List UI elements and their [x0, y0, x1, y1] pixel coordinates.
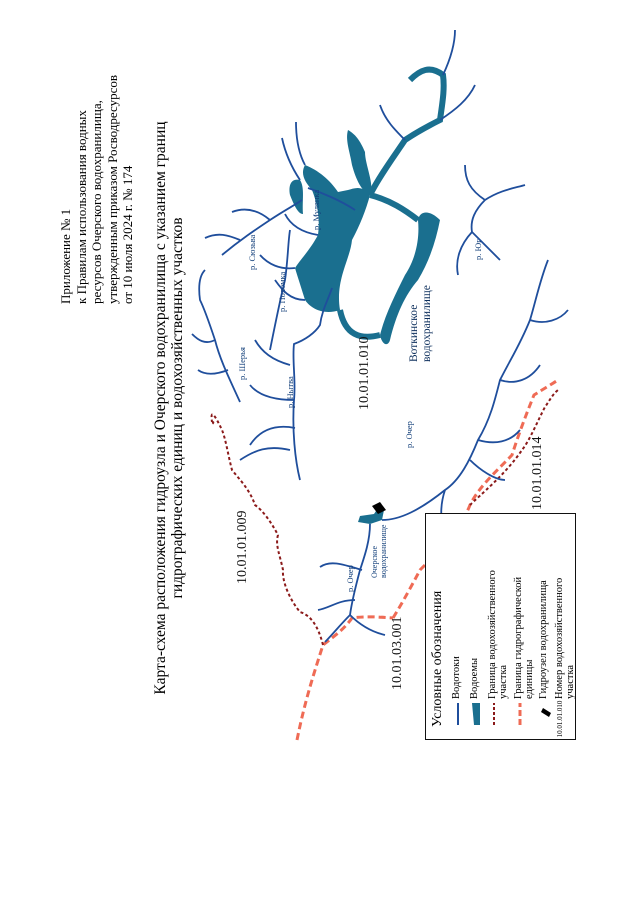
legend-area-code-sample: 10.01.01.010: [556, 700, 564, 738]
legend-text-line: участка: [565, 664, 576, 699]
legend-text: [554, 578, 576, 699]
river-label-polomka: р. Поломка: [277, 271, 287, 312]
dam-icon: [372, 502, 386, 514]
legend-text-line: Граница гидрографической: [513, 576, 524, 699]
legend-text-line: участка: [498, 664, 509, 699]
area-code-10-01-01-009: 10.01.01.009: [235, 510, 250, 584]
river-sherya: [199, 270, 240, 402]
appendix-line: утвержденным приказом Росводресурсов: [104, 75, 120, 304]
water-mgmt-boundary-line: [488, 699, 500, 729]
hydro-unit-boundary-line: [514, 699, 526, 729]
legend-item-water-mgmt-boundary: [486, 514, 510, 739]
water-body-patch: [470, 699, 482, 729]
votkinsk-reservoir-north-arm: [289, 180, 303, 214]
legend-item-watercourse: [450, 514, 466, 739]
votkinsk-reservoir-lower: [347, 130, 371, 195]
legend-text: [513, 577, 535, 699]
appendix-line: к Правилам использования водных: [73, 110, 89, 304]
river-label-ocher-upper: р. Очер: [345, 565, 355, 592]
appendix-line: ресурсов Очерского водохранилища,: [89, 100, 104, 304]
legend-text-line: единицы: [524, 659, 535, 699]
water-mgmt-boundary-west-edge: [212, 422, 213, 424]
river-ocher-main: [382, 260, 548, 520]
ocher-reservoir-label-line: Очерское: [370, 545, 379, 578]
dam-icon: [539, 699, 551, 729]
legend-text-line: Граница водохозяйственного: [487, 570, 498, 699]
legend: [425, 513, 576, 740]
river-syuzva-tributary: [205, 210, 270, 240]
legend-text-line: Номер водохозяйственного: [554, 577, 565, 699]
legend-item-hydro-unit-boundary: [512, 514, 536, 739]
legend-text: Гидроузел водохранилища: [538, 580, 549, 699]
legend-text: Водоемы: [469, 657, 480, 699]
river-label-ocher-lower: р. Очер: [404, 421, 414, 448]
hydro-unit-boundary-west: [297, 617, 393, 740]
votkinsk-reservoir: [295, 165, 370, 312]
watercourse-line: [452, 699, 464, 729]
river-syuzva: [222, 200, 302, 255]
river-label-syuzva: р. Сюзьва: [247, 234, 257, 270]
river-label-yug: р. Юг: [473, 239, 483, 260]
map-title-line: гидрографических единиц и водохозяйственных участков: [169, 217, 186, 599]
legend-item-water-body: [468, 514, 484, 739]
appendix-line: Приложение № 1: [58, 208, 73, 304]
river-label-mulyanka: р. Мулянка: [311, 189, 321, 230]
appendix-line: от 10 июля 2024 г. № 174: [120, 165, 135, 304]
votkinsk-reservoir-label: [408, 285, 434, 362]
votkinsk-reservoir-label-line: Воткинское: [408, 304, 420, 362]
river-nytva: [293, 288, 332, 480]
area-code-10-01-01-014: 10.01.01.014: [530, 436, 545, 510]
map-title: [152, 88, 186, 728]
river-sherya-tributary: [192, 334, 228, 374]
legend-text: Водотоки: [451, 656, 462, 699]
map-title-line: Карта-схема расположения гидроузла и Очерского водохранилища с указанием границ: [152, 121, 169, 695]
appendix-block: [58, 0, 136, 304]
area-code-10-01-01-010: 10.01.01.010: [357, 336, 372, 410]
legend-item-dam: [537, 514, 553, 739]
river-east-network-2: [282, 122, 305, 180]
legend-title: Условные обозначения: [430, 590, 445, 727]
river-label-sherya: р. Шерья: [237, 347, 247, 380]
legend-text: [487, 570, 509, 699]
legend-item-area-code: [553, 514, 575, 739]
river-label-nytva: р. Нытва: [285, 376, 295, 408]
area-code-10-01-03-001: 10.01.03.001: [390, 616, 405, 690]
ocher-reservoir-label-line: водохранилище: [379, 524, 388, 578]
ocher-reservoir-label: [370, 525, 388, 578]
votkinsk-reservoir-label-line: водохранилище: [421, 285, 433, 362]
